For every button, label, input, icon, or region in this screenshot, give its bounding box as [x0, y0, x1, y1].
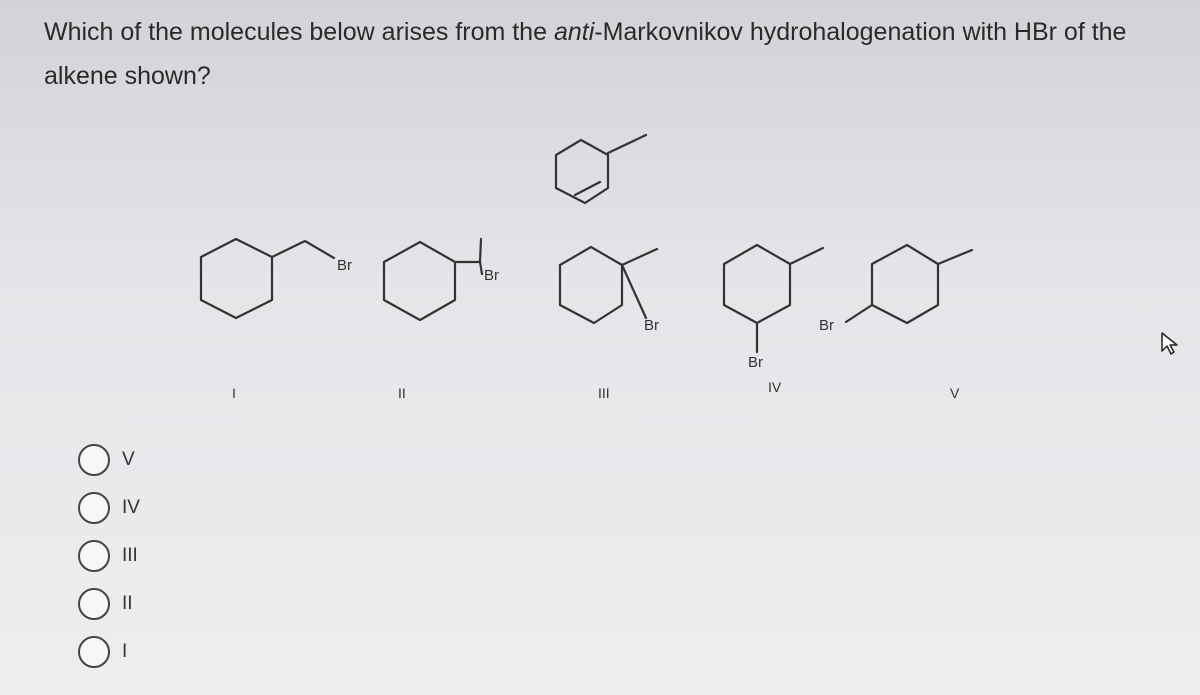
- molecule-iii-methyl: [622, 249, 657, 265]
- molecule-ii-label: II: [398, 385, 406, 401]
- molecule-iv-label: IV: [768, 379, 782, 395]
- molecule-iii-br-bond: [622, 265, 646, 318]
- answer-options: [78, 436, 140, 676]
- option-label: V: [122, 449, 135, 470]
- alkene-ring-inner-bond: [575, 182, 600, 195]
- molecule-i-label: I: [232, 385, 236, 401]
- molecule-v-br-bond: [846, 305, 872, 322]
- option-i[interactable]: [78, 628, 140, 676]
- radio-circle-icon[interactable]: [78, 444, 110, 476]
- molecule-i-ring: [201, 239, 272, 318]
- question-text-part1: Which of the molecules below arises from the: [44, 18, 554, 46]
- molecule-v-label: V: [950, 385, 960, 401]
- alkene-ring: [556, 140, 608, 203]
- option-ii[interactable]: [78, 580, 140, 628]
- option-iii[interactable]: [78, 532, 140, 580]
- question-text-italic: anti: [553, 18, 595, 46]
- molecule-ii-br-bond: [480, 262, 482, 274]
- molecule-iv-methyl: [790, 248, 823, 264]
- pointer-arrow-icon: [1158, 331, 1182, 357]
- radio-circle-icon[interactable]: [78, 492, 110, 524]
- radio-circle-icon[interactable]: [78, 636, 110, 668]
- molecule-ii-br-label: Br: [484, 267, 499, 284]
- molecule-ii-chain: [455, 239, 481, 262]
- option-v[interactable]: [78, 436, 140, 484]
- option-label: III: [122, 545, 138, 566]
- option-label: II: [122, 593, 133, 614]
- molecule-ii-ring: [384, 242, 455, 320]
- question-text-part2: -Markovnikov hydrohalogenation with HBr of the alkene shown?: [44, 18, 1127, 90]
- molecule-ii: [384, 239, 499, 401]
- molecule-iv: [724, 245, 823, 395]
- molecule-iv-br-label: Br: [748, 354, 763, 371]
- molecule-v-methyl: [938, 250, 972, 264]
- molecule-i-br-label: Br: [337, 257, 352, 274]
- molecule-iii-ring: [560, 247, 622, 323]
- molecule-i-chain: [272, 241, 334, 258]
- option-label: I: [122, 641, 128, 662]
- alkene-double-bond: [608, 135, 646, 153]
- molecule-v-ring: [872, 245, 938, 323]
- molecule-i: [201, 239, 352, 401]
- option-iv[interactable]: [78, 484, 140, 532]
- radio-circle-icon[interactable]: [78, 540, 110, 572]
- molecule-iii-label: III: [598, 385, 610, 401]
- radio-circle-icon[interactable]: [78, 588, 110, 620]
- starting-alkene: [556, 135, 646, 203]
- molecule-iii: [560, 247, 659, 401]
- molecule-v-br-label: Br: [819, 317, 834, 334]
- option-label: IV: [122, 497, 140, 518]
- molecule-iv-ring: [724, 245, 790, 323]
- molecule-v: [819, 245, 972, 401]
- molecule-iii-br-label: Br: [644, 317, 659, 334]
